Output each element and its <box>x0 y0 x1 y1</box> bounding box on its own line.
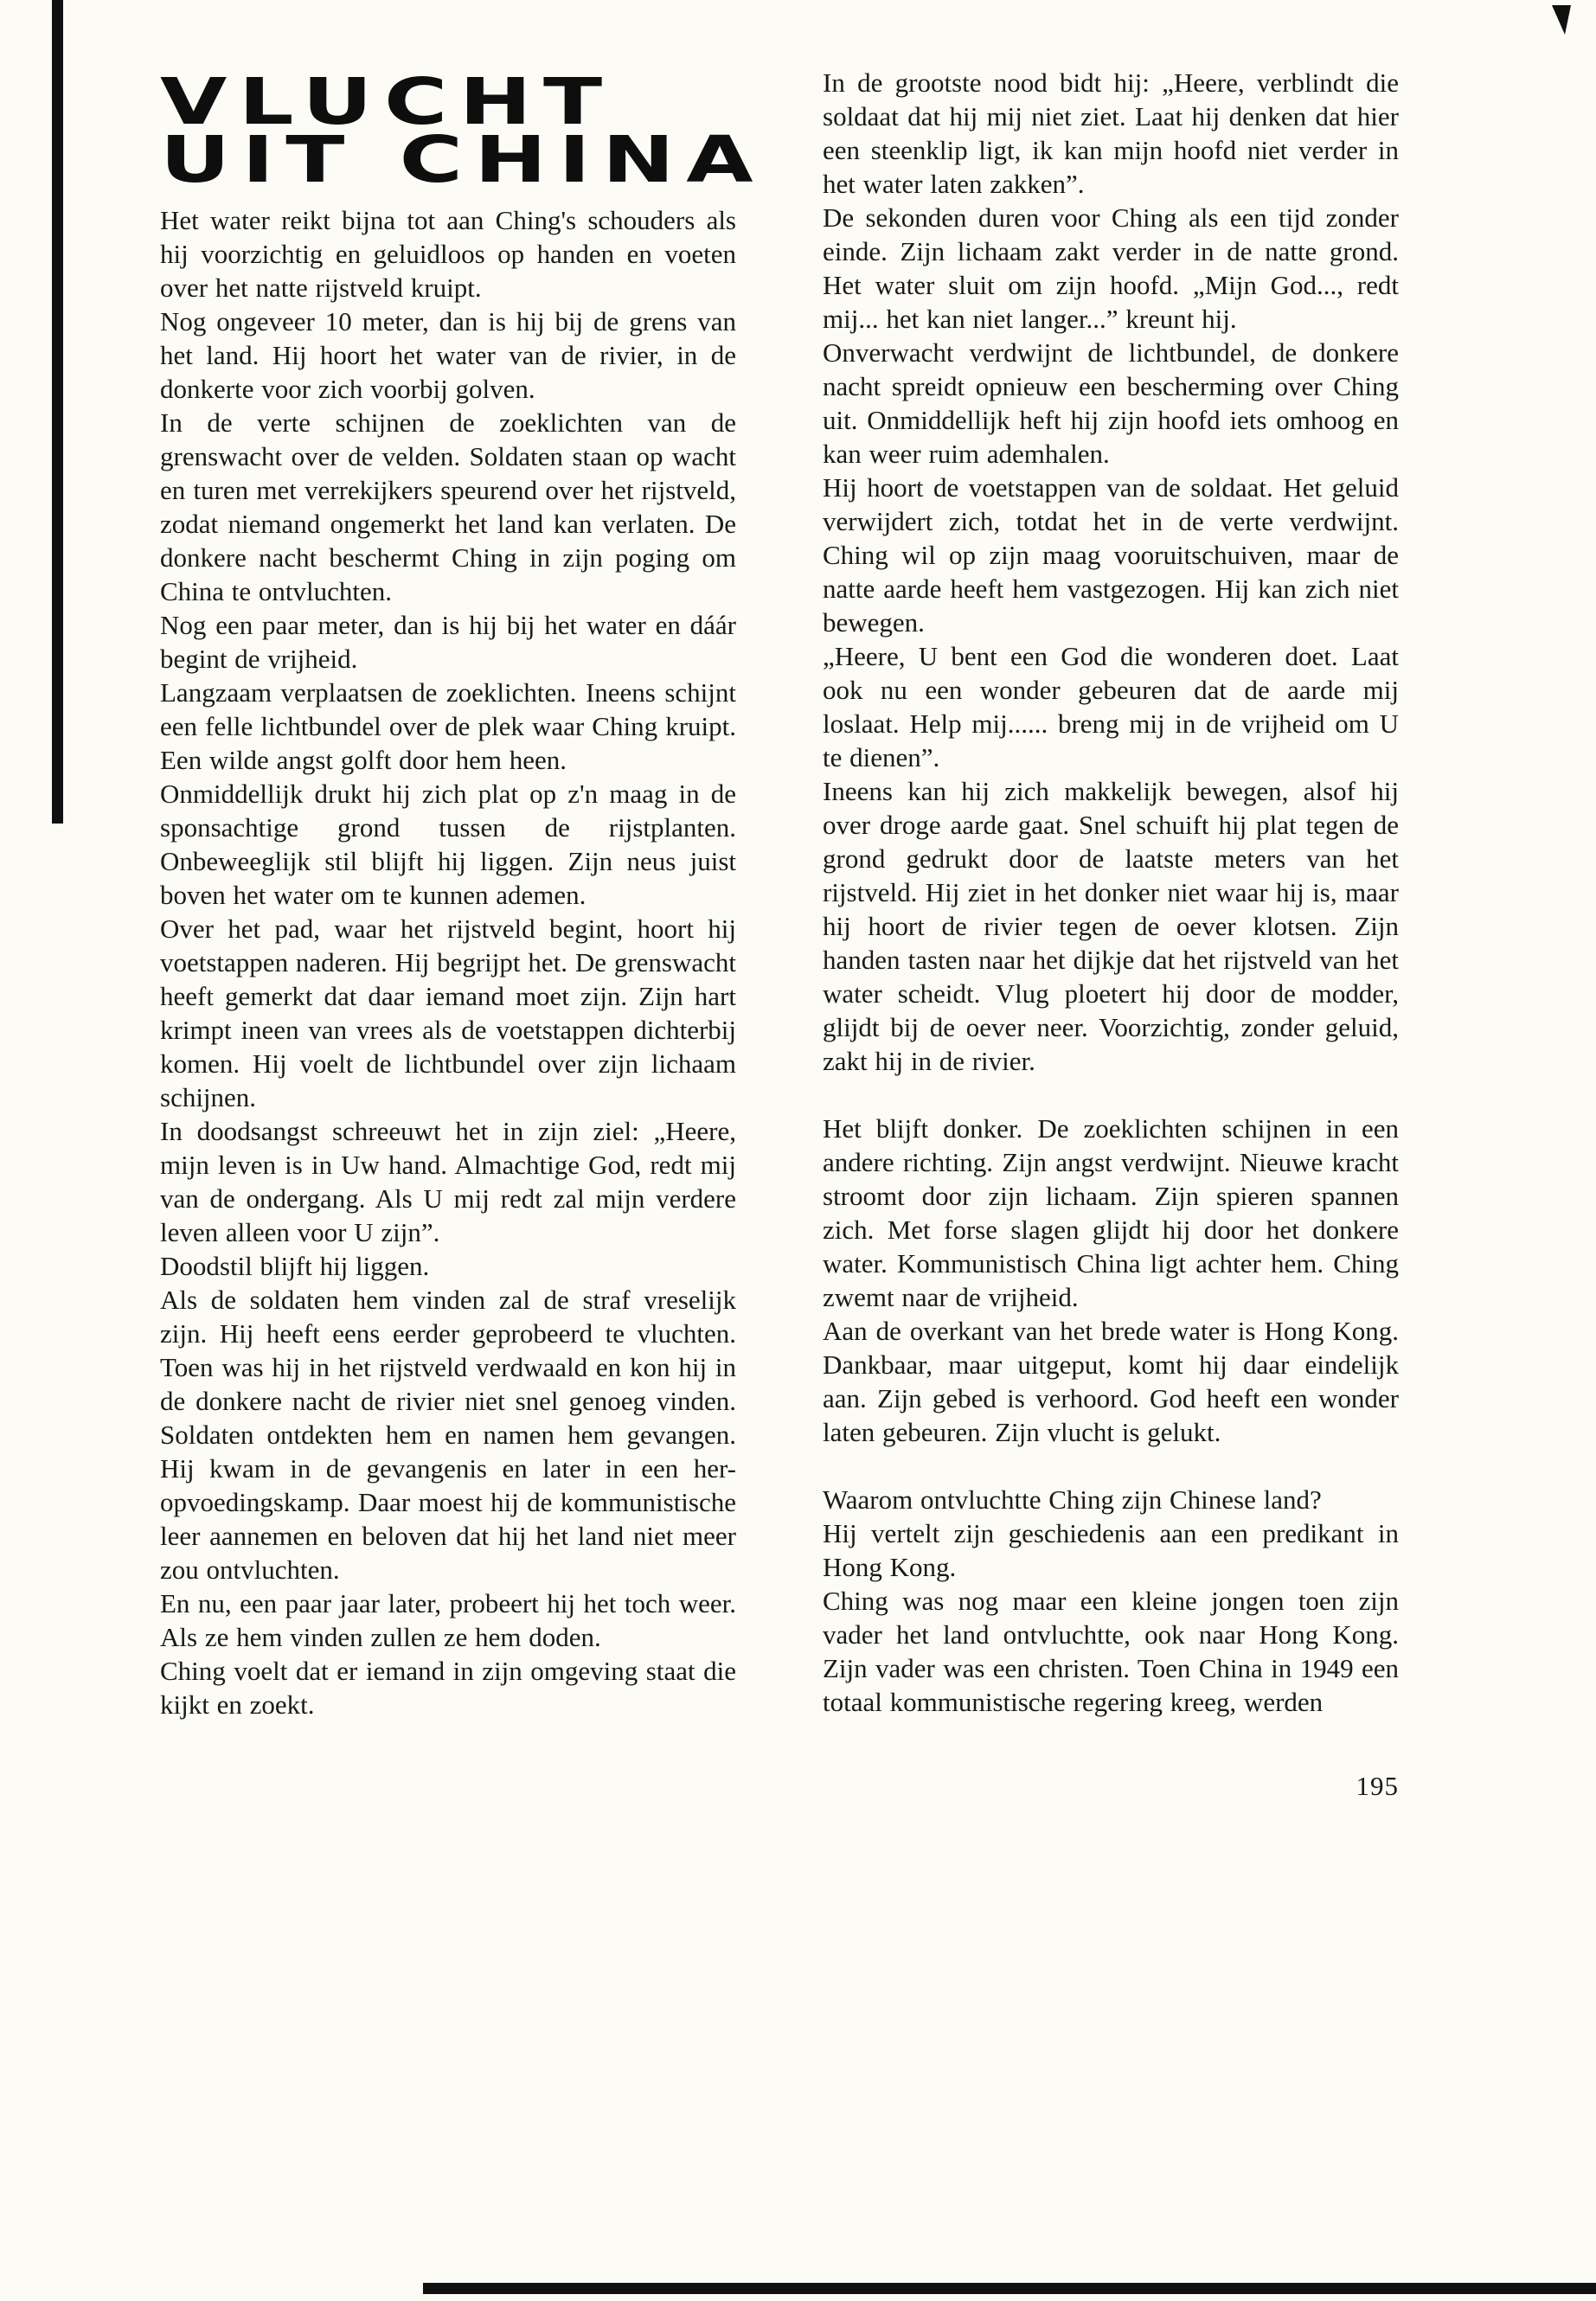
page-number: 195 <box>1356 1771 1399 1801</box>
paragraph: Doodstil blijft hij liggen. <box>160 1251 430 1281</box>
paragraph-gap <box>823 1078 1399 1112</box>
paragraph-gap <box>823 1449 1399 1483</box>
paragraph: Het blijft donker. De zoeklichten schijnen in een andere richting. Zijn angst verdwijnt. Nieuwe kracht stroomt door zijn lichaam. Zijn spieren spannen zich. Met forse slagen glijdt hij door het donkere water. Kommunistisch China ligt achter hem. Ching zwemt naar de vrijheid. <box>823 1113 1399 1312</box>
paragraph: Ineens kan hij zich makkelijk bewegen, alsof hij over droge aarde gaat. Snel schuift hij plat tegen de grond gedrukt door de laatste meters van het rijstveld. Hij ziet in het donker niet waar hij is, maar hij hoort de rivier tegen de oever klotsen. Zijn handen tasten naar het dijkje dat het rijstveld van het water scheidt. Vlug ploetert hij door de modder, glijdt bij de oever neer. Voorzichtig, zonder geluid, zakt hij in de rivier. <box>823 776 1399 1076</box>
paragraph: Ching voelt dat er iemand in zijn omgeving staat die kijkt en zoekt. <box>160 1656 736 1720</box>
right-column <box>823 66 1399 1803</box>
article-title <box>160 65 938 197</box>
paragraph: Waarom ontvluchtte Ching zijn Chinese land? <box>823 1484 1322 1515</box>
paragraph: In de grootste nood bidt hij: „Heere, verblindt die soldaat dat hij mij niet ziet. Laat hij denken dat hier een steenklip ligt, ik kan mijn hoofd niet verder in het water laten zakken”. <box>823 67 1399 199</box>
left-column-text <box>160 203 736 1721</box>
paragraph: „Heere, U bent een God die wonderen doet. Laat ook nu een wonder gebeuren dat de aarde mij loslaat. Help mij...... breng mij in de vrijheid om U te dienen”. <box>823 641 1399 772</box>
paragraph: Onmiddellijk drukt hij zich plat op z'n maag in de sponsachtige grond tussen de rijstplanten. Onbeweeglijk stil blijft hij liggen. Zijn neus juist boven het water om te kunnen ademen. <box>160 779 736 910</box>
paragraph: Ching was nog maar een kleine jongen toen zijn vader het land ontvluchtte, ook naar Hong Kong. Zijn vader was een christen. Toen China in 1949 een totaal kommunistische regering kreeg, werden <box>823 1586 1399 1717</box>
paragraph: Langzaam verplaatsen de zoeklichten. Ineens schijnt een felle lichtbundel over de plek waar Ching kruipt. Een wilde angst golft door hem heen. <box>160 677 736 775</box>
corner-mark-icon <box>1552 5 1571 35</box>
paragraph: In doodsangst schreeuwt het in zijn ziel: „Heere, mijn leven is in Uw hand. Almachtige God, redt mij van de ondergang. Als U mij redt zal mijn verdere leven alleen voor U zijn”. <box>160 1116 736 1247</box>
paragraph: Nog een paar meter, dan is hij bij het water en dáár begint de vrijheid. <box>160 610 736 674</box>
paragraph: Aan de overkant van het brede water is Hong Kong. Dankbaar, maar uitgeput, komt hij daar eindelijk aan. Zijn gebed is verhoord. God heeft een wonder laten gebeuren. Zijn vlucht is gelukt. <box>823 1316 1399 1447</box>
left-edge-rule <box>52 0 63 824</box>
paragraph: Hij vertelt zijn geschiedenis aan een predikant in Hong Kong. <box>823 1518 1399 1582</box>
paragraph: De sekonden duren voor Ching als een tijd zonder einde. Zijn lichaam zakt verder in de natte grond. Het water sluit om zijn hoofd. „Mijn God..., redt mij... het kan niet langer...” kreunt hij. <box>823 202 1399 334</box>
article-title-line1: VLUCHT <box>160 65 614 139</box>
paragraph: Nog ongeveer 10 meter, dan is hij bij de grens van het land. Hij hoort het water van de rivier, in de donkerte voor zich voorbij golven. <box>160 306 736 404</box>
paragraph: In de verte schijnen de zoeklichten van de grenswacht over de velden. Soldaten staan op wacht en turen met verrekijkers speurend over het rijstveld, zodat niemand ongemerkt het land kan verlaten. De donkere nacht beschermt Ching in zijn poging om China te ontvluchten. <box>160 407 736 606</box>
left-column <box>160 65 766 1721</box>
bottom-edge-rule <box>423 2283 1596 2294</box>
right-column-text <box>823 66 1399 1719</box>
article-title-line2: UIT CHINA <box>160 123 766 197</box>
paragraph: Onverwacht verdwijnt de lichtbundel, de donkere nacht spreidt opnieuw een bescherming over Ching uit. Onmiddellijk heft hij zijn hoofd iets omhoog en kan weer ruim ademhalen. <box>823 337 1399 469</box>
paragraph: Hij hoort de voetstappen van de soldaat. Het geluid verwijdert zich, totdat het in de verte verdwijnt. Ching wil op zijn maag vooruitschuiven, maar de natte aarde heeft hem vastgezogen. Hij kan zich niet bewegen. <box>823 472 1399 638</box>
paragraph: En nu, een paar jaar later, probeert hij het toch weer. Als ze hem vinden zullen ze hem doden. <box>160 1588 736 1652</box>
paragraph: Als de soldaten hem vinden zal de straf vreselijk zijn. Hij heeft eens eerder geprobeerd te vluchten. Toen was hij in het rijstveld verdwaald en kon hij in de donkere nacht de rivier niet snel genoeg vinden. Soldaten ontdekten hem en namen hem gevangen. Hij kwam in de gevangenis en later in een her-opvoedingskamp. Daar moest hij de kommunistische leer aannemen en beloven dat hij het land niet meer zou ontvluchten. <box>160 1285 736 1585</box>
paragraph: Het water reikt bijna tot aan Ching's schouders als hij voorzichtig en geluidloos op handen en voeten over het natte rijstveld kruipt. <box>160 205 736 303</box>
paragraph: Over het pad, waar het rijstveld begint, hoort hij voetstappen naderen. Hij begrijpt het. De grenswacht heeft gemerkt dat daar iemand moet zijn. Zijn hart krimpt ineen van vrees als de voetstappen dichterbij komen. Hij voelt de lichtbundel over zijn lichaam schijnen. <box>160 913 736 1112</box>
